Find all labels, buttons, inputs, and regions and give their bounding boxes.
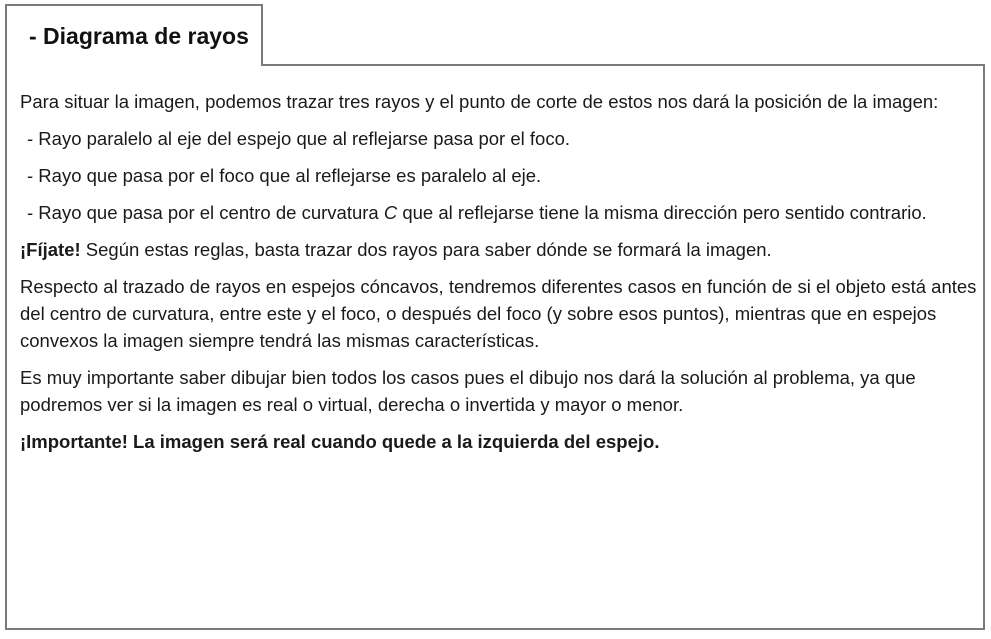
tab-connector [7, 63, 261, 66]
rule-item-2: - Rayo que pasa por el foco que al reflejarse es paralelo al eje. [27, 165, 542, 186]
section-title-tab [5, 4, 263, 66]
rule-3-before: - Rayo que pasa por el centro de curvatura [27, 202, 384, 223]
fijate-text: Según estas reglas, basta trazar dos rayos para saber dónde se formará la imagen. [80, 239, 772, 260]
content-body [20, 88, 980, 465]
rule-3-after: que al reflejarse tiene la misma dirección pero sentido contrario. [397, 202, 927, 223]
important-label: ¡Importante! [20, 431, 128, 452]
rule-item-3 [20, 199, 980, 226]
intro-paragraph: Para situar la imagen, podemos trazar tres rayos y el punto de corte de estos nos dará la posición de la imagen: [20, 91, 939, 112]
curvature-center-symbol: C [383, 202, 398, 223]
section-title: - Diagrama de rayos [29, 23, 249, 49]
fijate-label: ¡Fíjate! [20, 239, 81, 260]
importance-paragraph: Es muy importante saber dibujar bien todos los casos pues el dibujo nos dará la solución al problema, ya que podremos ver si la imagen es real o virtual, derecha o invertida y mayor o menor. [20, 367, 916, 415]
important-paragraph [20, 428, 980, 455]
important-text: La imagen será real cuando quede a la izquierda del espejo. [127, 431, 660, 452]
concave-mirrors-paragraph: Respecto al trazado de rayos en espejos cóncavos, tendremos diferentes casos en función de si el objeto está antes del centro de curvatura, entre este y el foco, o después del foco (y sobre esos puntos), mientras que en espejos convexos la imagen siempre tendrá las mismas características. [20, 276, 977, 351]
fijate-paragraph [20, 236, 980, 263]
rule-item-1: - Rayo paralelo al eje del espejo que al reflejarse pasa por el foco. [27, 128, 570, 149]
